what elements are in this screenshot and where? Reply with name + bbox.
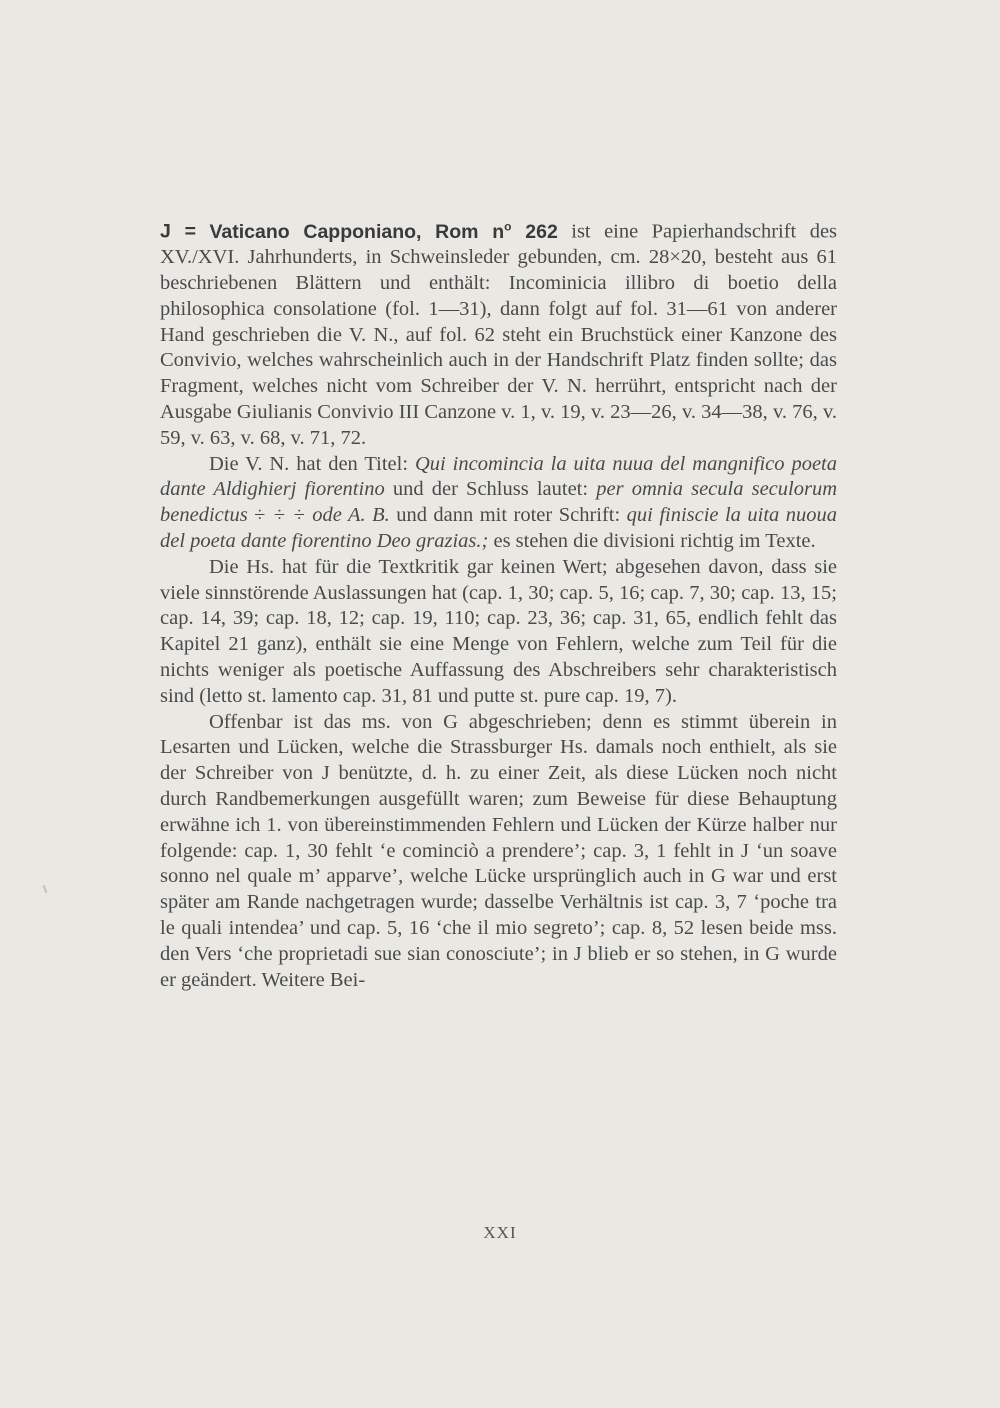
italian-closing: per omnia secula seculorum benedictus	[160, 478, 838, 527]
title-intro-text: Die V. N. hat den Titel:	[209, 452, 415, 475]
manuscript-heading	[209, 221, 557, 243]
entry-description-text: ist eine Papierhandschrift des XV./XVI. Jahrhunderts, in Schweinsleder gebunden, cm. 28×20, besteht aus 61 beschriebenen Blättern und enthält: Incominicia illibro di boetio della philosophica consolatione (fol. 1—31), dann folgt auf fol. 31—61 von anderer Hand geschrieben die V. N., auf fol. 62 steht ein Bruchstück einer Kanzone des Convivio, welches wahrscheinlich auch in der Handschrift Platz finden sollte; das Fragment, welches nicht vom Schreiber der V. N. herrührt, entspricht nach der Ausgabe Giulianis Convivio III Canzone v. 1, v. 19, v. 23—26, v. 34—38, v. 76, v. 59, v. 63, v. 68, v. 71, 72.	[160, 220, 838, 449]
paragraph-text-criticism: Die Hs. hat für die Textkritik gar keinen Wert; abgesehen davon, dass sie viele sinnstörende Auslassungen hat (cap. 1, 30; cap. 5, 16; cap. 7, 30; cap. 13, 15; cap. 14, 39; cap. 18, 12; cap. 19, 110; cap. 23, 36; cap. 31, 65, endlich fehlt das Kapitel 21 ganz), enthält sie eine Menge von Fehlern, welche zum Teil für die nichts weniger als poetische Auffassung des Abschreibers sehr charakteristisch sind (letto st. lamento cap. 31, 81 und putte st. pure cap. 19, 7).	[160, 555, 837, 707]
paper-speck	[43, 885, 48, 893]
heading-superscript: o	[504, 219, 512, 233]
division-marks: ÷ ÷ ÷	[254, 504, 306, 527]
paragraph-entry-description	[160, 214, 837, 452]
paragraph-title-and-closing	[160, 452, 837, 555]
red-script-intro-text: und dann mit roter Schrift:	[389, 504, 627, 527]
divisioni-note-text: es stehen die divisioni richtig im Texte.	[488, 530, 816, 553]
page-number: XXI	[483, 1223, 517, 1242]
ode-siglum: ode A. B.	[312, 504, 390, 527]
italian-red-colophon: qui finiscie la uita nuoua del poeta dante fiorentino Deo grazias.;	[160, 504, 837, 553]
manuscript-number: 262	[525, 220, 558, 243]
manuscript-heading-text: Vaticano Capponiano, Rom n	[209, 220, 505, 243]
italian-title: Qui incomincia la uita nuua del mangnifico poeta dante Aldighierj fiorentino	[160, 452, 837, 501]
manuscript-siglum: J =	[160, 220, 196, 243]
body-text	[160, 214, 837, 993]
paragraph-relation-to-g: Offenbar ist das ms. von G abgeschrieben; denn es stimmt überein in Lesarten und Lücken, welche die Strassburger Hs. damals noch enthielt, als sie der Schreiber von J benützte, d. h. zu einer Zeit, als diese Lücken noch nicht durch Randbemerkungen ausgefüllt waren; zum Beweise für diese Behauptung erwähne ich 1. von übereinstimmenden Fehlern und Lücken der Kürze halber nur folgende: cap. 1, 30 fehlt ‘e cominciò a prendere’; cap. 3, 1 fehlt in J ‘un soave sonno nel quale m’ apparve’, welche Lücke ursprünglich auch in G war und erst später am Rande nachgetragen wurde; dasselbe Verhältnis ist cap. 3, 7 ‘poche tra le quali intendea’ und cap. 5, 16 ‘che il mio segreto’; cap. 8, 52 lesen beide mss. den Vers ‘che proprietadi sue sian conosciute’; in J blieb er so stehen, in G wurde er geändert. Weitere Bei-	[160, 710, 837, 991]
closing-intro-text: und der Schluss lautet:	[384, 478, 597, 501]
